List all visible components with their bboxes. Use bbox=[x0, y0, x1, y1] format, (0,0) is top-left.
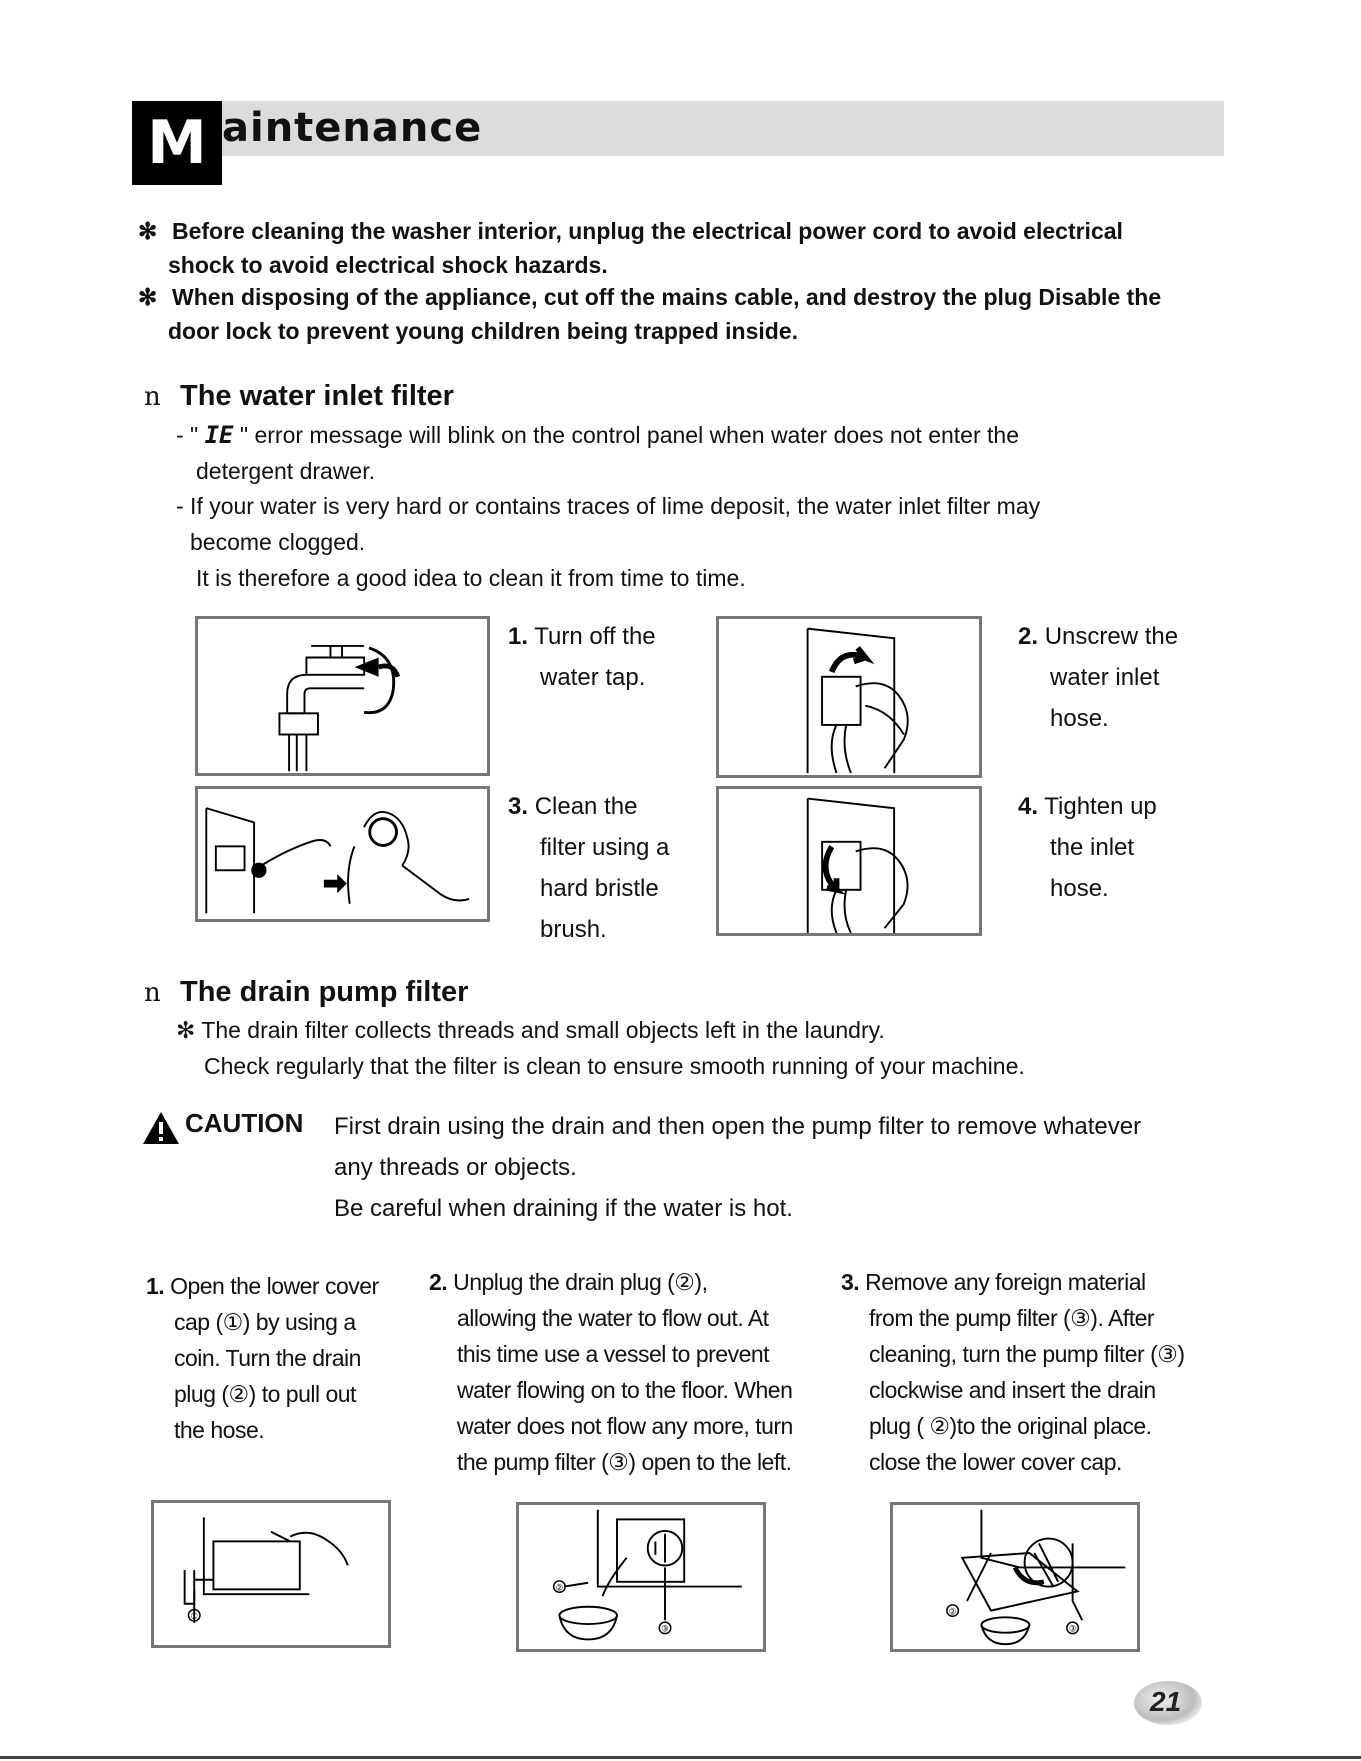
figure-callout-2: ② bbox=[948, 1607, 957, 1618]
error-code: IE bbox=[204, 421, 234, 449]
figure-unscrew-hose bbox=[716, 616, 982, 778]
open-cover-illustration bbox=[154, 1503, 388, 1645]
caution-line: any threads or objects. bbox=[334, 1154, 577, 1181]
figure-tighten-hose bbox=[716, 786, 982, 936]
step-text: hose. bbox=[1050, 875, 1109, 902]
step-text: brush. bbox=[540, 916, 607, 943]
tighten-hose-illustration bbox=[719, 789, 979, 933]
note-disposal bbox=[138, 280, 1238, 348]
step-text: water flowing on to the floor. When bbox=[457, 1377, 793, 1403]
step-text: Clean the bbox=[534, 793, 638, 820]
step-number: 1. bbox=[508, 623, 529, 650]
inlet-step-1 bbox=[508, 616, 656, 698]
tap-illustration bbox=[198, 619, 487, 773]
figure-callout-2: ② bbox=[555, 1583, 564, 1594]
step-text: the pump filter (③) open to the left. bbox=[457, 1449, 792, 1475]
step-number: 1. bbox=[146, 1273, 165, 1299]
step-text: cap (①) by using a bbox=[174, 1309, 356, 1335]
page-title: aintenance bbox=[222, 105, 483, 151]
section-bullet: n bbox=[144, 382, 161, 412]
error-text: " error message will blink on the control panel when water does not enter the bbox=[239, 422, 1019, 448]
figure-open-cover bbox=[151, 1500, 391, 1648]
step-text: coin. Turn the drain bbox=[174, 1345, 361, 1371]
section-bullet: n bbox=[144, 978, 161, 1008]
error-text-line2: detergent drawer. bbox=[196, 458, 376, 484]
hard-water-line: It is therefore a good idea to clean it from time to time. bbox=[196, 565, 746, 591]
inlet-step-3 bbox=[508, 786, 669, 950]
inlet-step-4 bbox=[1018, 786, 1157, 909]
figure-turn-off-tap bbox=[195, 616, 490, 776]
step-number: 3. bbox=[841, 1269, 860, 1295]
note-line: When disposing of the appliance, cut off the mains cable, and destroy the plug Disable the bbox=[172, 284, 1162, 310]
replace-filter-illustration bbox=[893, 1505, 1137, 1649]
step-text: filter using a bbox=[540, 834, 670, 861]
note-line: door lock to prevent young children being trapped inside. bbox=[168, 318, 799, 344]
drain-step-2 bbox=[429, 1264, 829, 1480]
step-text: Unscrew the bbox=[1044, 623, 1179, 650]
drain-note bbox=[176, 1012, 1176, 1084]
section-title-inlet bbox=[144, 380, 454, 413]
drain-step-1 bbox=[146, 1268, 406, 1448]
step-text: plug (②) to pull out bbox=[174, 1381, 356, 1407]
figure-callout-1: ① bbox=[190, 1612, 199, 1623]
step-text: close the lower cover cap. bbox=[869, 1449, 1122, 1475]
section-title-drain bbox=[144, 976, 468, 1009]
step-text: allowing the water to flow out. At bbox=[457, 1305, 769, 1331]
drain-note-line: The drain filter collects threads and small objects left in the laundry. bbox=[201, 1017, 885, 1043]
step-text: the inlet bbox=[1050, 834, 1135, 861]
hard-water-line: become clogged. bbox=[190, 529, 366, 555]
step-text: Remove any foreign material bbox=[865, 1269, 1146, 1295]
inlet-hard-water-text bbox=[176, 488, 1176, 596]
asterisk-icon: ✻ bbox=[138, 218, 158, 244]
step-text: water tap. bbox=[540, 664, 646, 691]
step-number: 3. bbox=[508, 793, 529, 820]
asterisk-icon: ✻ bbox=[138, 284, 158, 310]
header-initial: M bbox=[132, 101, 222, 185]
step-text: Unplug the drain plug (②), bbox=[453, 1269, 708, 1295]
drain-note-line: Check regularly that the filter is clean to ensure smooth running of your machine. bbox=[204, 1053, 1025, 1079]
step-number: 4. bbox=[1018, 793, 1039, 820]
caution-line: First drain using the drain and then open the pump filter to remove whatever bbox=[334, 1113, 1142, 1140]
section-title-text: The water inlet filter bbox=[180, 380, 454, 412]
step-text: water inlet bbox=[1050, 664, 1160, 691]
figure-drain-water bbox=[516, 1502, 766, 1652]
caution-label: CAUTION bbox=[185, 1108, 304, 1138]
step-text: hose. bbox=[1050, 705, 1109, 732]
clean-filter-illustration bbox=[198, 789, 487, 919]
step-text: clockwise and insert the drain bbox=[869, 1377, 1156, 1403]
note-line: shock to avoid electrical shock hazards. bbox=[168, 252, 608, 278]
figure-callout-3: ③ bbox=[1068, 1624, 1077, 1635]
drain-water-illustration bbox=[519, 1505, 763, 1649]
caution-line: Be careful when draining if the water is hot. bbox=[334, 1195, 793, 1222]
step-number: 2. bbox=[1018, 623, 1039, 650]
step-text: the hose. bbox=[174, 1417, 265, 1443]
step-text: Open the lower cover bbox=[170, 1273, 379, 1299]
page-number: 21 bbox=[1150, 1686, 1182, 1717]
step-text: Tighten up bbox=[1044, 793, 1157, 820]
step-text: cleaning, turn the pump filter (③) bbox=[869, 1341, 1185, 1367]
warning-triangle-icon bbox=[142, 1110, 180, 1146]
figure-callout-3: ③ bbox=[661, 1624, 669, 1635]
step-text: water does not flow any more, turn bbox=[457, 1413, 793, 1439]
section-title-text: The drain pump filter bbox=[180, 976, 469, 1008]
step-text: Turn off the bbox=[534, 623, 656, 650]
figure-replace-filter bbox=[890, 1502, 1140, 1652]
inlet-error-text bbox=[176, 417, 1176, 489]
hard-water-line: - If your water is very hard or contains traces of lime deposit, the water inlet filter may bbox=[176, 493, 1041, 519]
step-text: this time use a vessel to prevent bbox=[457, 1341, 770, 1367]
drain-step-3 bbox=[841, 1264, 1221, 1480]
bottom-rule bbox=[0, 1756, 1361, 1759]
note-unplug bbox=[138, 214, 1238, 282]
inlet-step-2 bbox=[1018, 616, 1178, 739]
asterisk-icon: ✻ bbox=[176, 1017, 196, 1043]
step-text: plug ( ②)to the original place. bbox=[869, 1413, 1152, 1439]
note-line: Before cleaning the washer interior, unplug the electrical power cord to avoid electrical bbox=[172, 218, 1123, 244]
unscrew-hose-illustration bbox=[719, 619, 979, 775]
quote-open: - " bbox=[176, 422, 199, 448]
step-text: hard bristle bbox=[540, 875, 659, 902]
step-text: from the pump filter (③). After bbox=[869, 1305, 1155, 1331]
step-number: 2. bbox=[429, 1269, 448, 1295]
figure-clean-filter bbox=[195, 786, 490, 922]
caution-text bbox=[334, 1106, 1214, 1229]
